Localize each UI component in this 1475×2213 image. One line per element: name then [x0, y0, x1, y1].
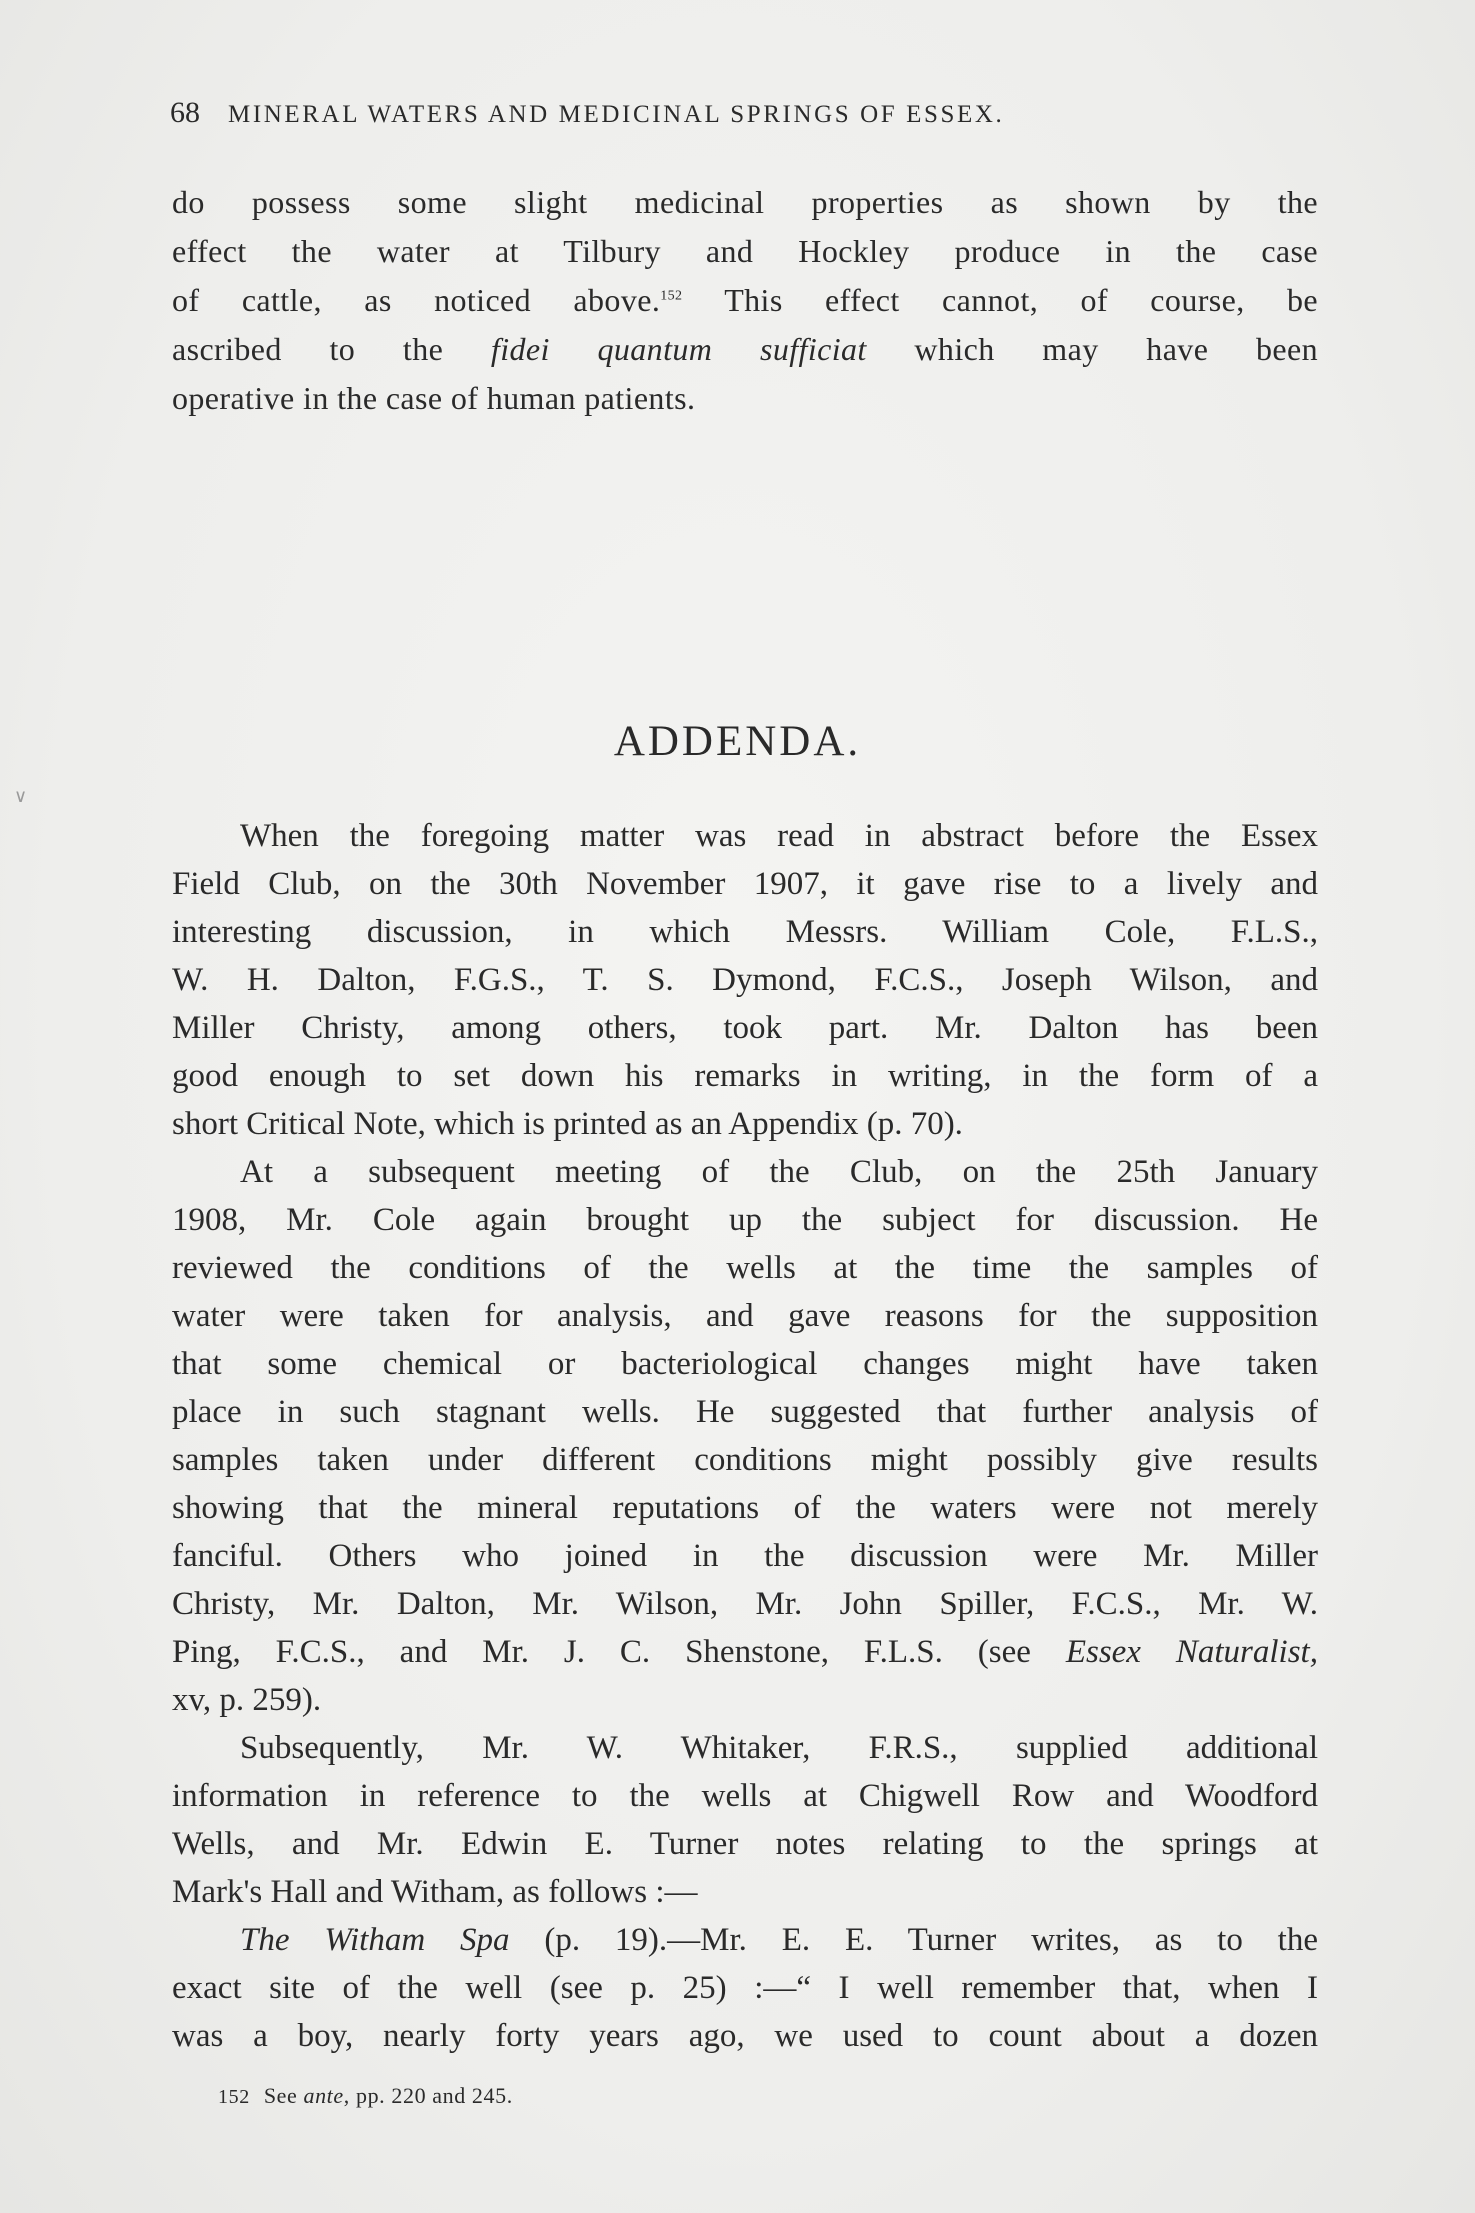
text-line: Christy, Mr. Dalton, Mr. Wilson, Mr. John Spiller, F.C.S., Mr. W.	[172, 1586, 1318, 1622]
text-line: operative in the case of human patients.	[172, 380, 696, 416]
text-line: When the foregoing matter was read in abstract before the Essex	[240, 818, 1318, 854]
text-line: fanciful. Others who joined in the discussion were Mr. Miller	[172, 1538, 1318, 1574]
text-line: Miller Christy, among others, took part. Mr. Dalton has been	[172, 1010, 1318, 1046]
text-fragment: Ping, F.C.S., and Mr. J. C. Shenstone, F.L.S. (see	[172, 1634, 1066, 1670]
margin-mark: ∨	[14, 786, 28, 806]
running-header	[170, 96, 1230, 136]
text-line: At a subsequent meeting of the Club, on the 25th January	[240, 1154, 1318, 1190]
text-line: reviewed the conditions of the wells at the time the samples of	[172, 1250, 1318, 1286]
running-title: MINERAL WATERS AND MEDICINAL SPRINGS OF ESSEX.	[228, 101, 1005, 128]
text-fragment: See	[263, 2083, 304, 2108]
text-line: short Critical Note, which is printed as an Appendix (p. 70).	[172, 1106, 963, 1142]
text-line	[172, 276, 1318, 325]
text-line: samples taken under different conditions might possibly give results	[172, 1442, 1318, 1478]
footnote-reference[interactable]: 152	[660, 288, 683, 304]
text-line: Wells, and Mr. Edwin E. Turner notes relating to the springs at	[172, 1826, 1318, 1862]
journal-title: Essex Naturalist,	[1065, 1634, 1318, 1670]
text-line	[172, 1628, 1318, 1676]
text-line: xv, p. 259).	[172, 1682, 322, 1718]
intro-paragraph	[172, 178, 1318, 423]
page-number: 68	[170, 96, 200, 129]
text-fragment: ascribed to the	[172, 331, 491, 367]
text-line: do possess some slight medicinal properties as shown by the	[172, 184, 1318, 220]
text-line: information in reference to the wells at Chigwell Row and Woodford	[172, 1778, 1318, 1814]
text-line: Field Club, on the 30th November 1907, it gave rise to a lively and	[172, 866, 1318, 902]
text-fragment: which may have been	[866, 331, 1319, 367]
text-line: Subsequently, Mr. W. Whitaker, F.R.S., supplied additional	[240, 1730, 1318, 1766]
footnote	[218, 2083, 513, 2109]
text-line: place in such stagnant wells. He suggested that further analysis of	[172, 1394, 1318, 1430]
text-line: exact site of the well (see p. 25) :—“ I well remember that, when I	[172, 1970, 1318, 2006]
text-line: water were taken for analysis, and gave reasons for the supposition	[172, 1298, 1318, 1334]
text-line	[172, 1916, 1318, 1964]
text-line: 1908, Mr. Cole again brought up the subject for discussion. He	[172, 1202, 1318, 1238]
addenda-body	[172, 812, 1318, 2060]
text-line: good enough to set down his remarks in writing, in the form of a	[172, 1058, 1318, 1094]
text-fragment: This effect cannot, of course, be	[682, 282, 1318, 318]
text-line: effect the water at Tilbury and Hockley produce in the case	[172, 233, 1318, 269]
text-line: that some chemical or bacteriological changes might have taken	[172, 1346, 1318, 1382]
subsection-title: The Witham Spa	[240, 1922, 510, 1958]
section-heading: ADDENDA.	[613, 718, 862, 765]
text-line: showing that the mineral reputations of the waters were not merely	[172, 1490, 1318, 1526]
text-fragment: of cattle, as noticed above.	[172, 282, 661, 318]
text-line: Mark's Hall and Witham, as follows :—	[172, 1874, 698, 1910]
footnote-number: 152	[218, 2086, 250, 2108]
text-line: was a boy, nearly forty years ago, we used to count about a dozen	[172, 2018, 1318, 2054]
latin-phrase: fidei quantum sufficiat	[490, 331, 867, 367]
text-line: W. H. Dalton, F.G.S., T. S. Dymond, F.C.S., Joseph Wilson, and	[172, 962, 1318, 998]
text-fragment: (p. 19).—Mr. E. E. Turner writes, as to the	[509, 1922, 1318, 1958]
text-line	[172, 325, 1318, 374]
text-fragment: , pp. 220 and 245.	[343, 2083, 513, 2108]
text-fragment-italic: ante	[303, 2083, 344, 2108]
text-line: interesting discussion, in which Messrs. William Cole, F.L.S.,	[172, 914, 1318, 950]
